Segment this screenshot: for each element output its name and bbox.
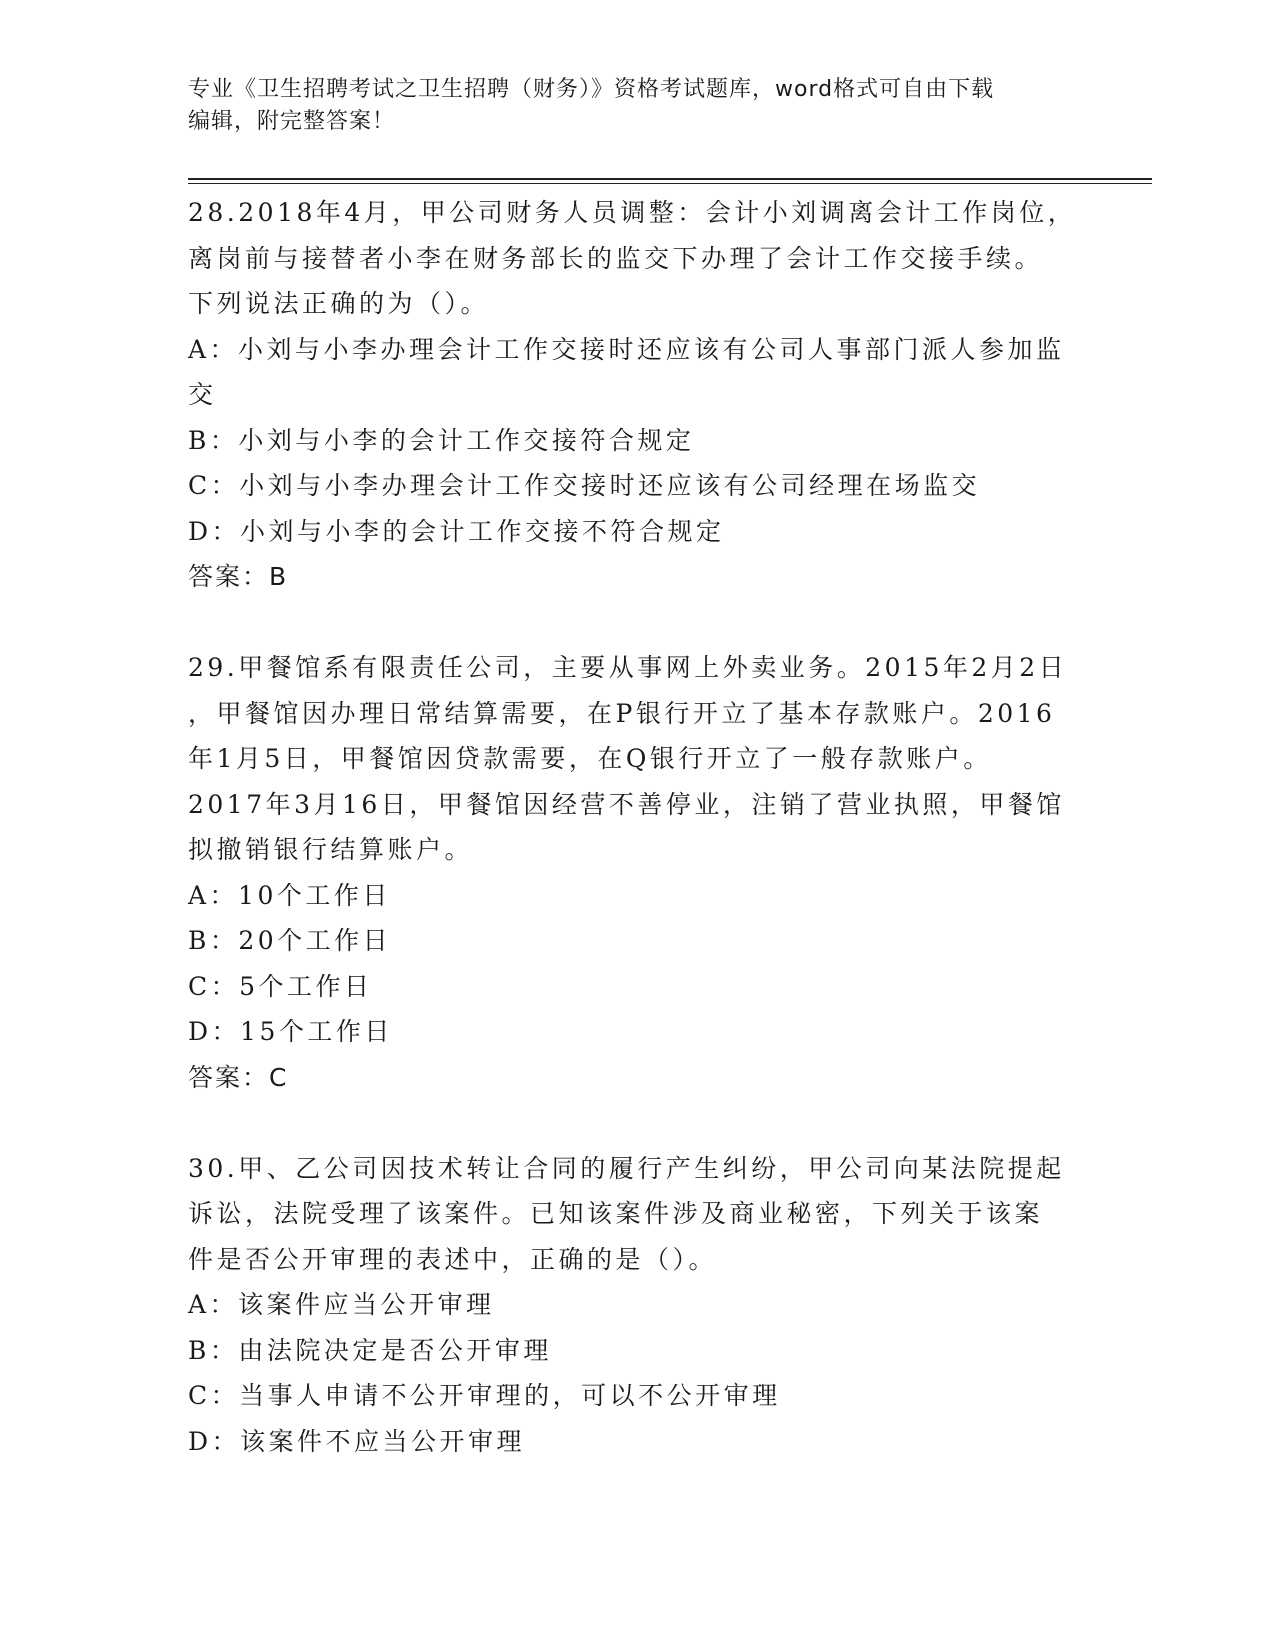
option-b: B：小刘与小李的会计工作交接符合规定 [188,425,695,455]
question-spacer [188,1100,1088,1146]
question-stem-line: 29.甲餐馆系有限责任公司，主要从事网上外卖业务。2015年2月2日 [188,653,1068,682]
option-b: B：由法院决定是否公开审理 [188,1335,552,1365]
header-divider-thick [188,178,1152,180]
question-spacer [188,600,1088,646]
question-stem-line: 年1月5日，甲餐馆因贷款需要，在Q银行开立了一般存款账户。 [188,744,992,773]
option-d: D：该案件不应当公开审理 [188,1426,526,1456]
option-a: A：10个工作日 [188,880,391,910]
question-stem-line: 2017年3月16日，甲餐馆因经营不善停业，注销了营业执照，甲餐馆 [188,789,1065,819]
option-d: D：15个工作日 [188,1017,393,1046]
question-stem-line: 下列说法正确的为（）。 [188,289,490,318]
question-stem-line: 件是否公开审理的表述中，正确的是（）。 [188,1244,718,1274]
option-d: D：小刘与小李的会计工作交接不符合规定 [188,516,725,546]
header-line-1: 专业《卫生招聘考试之卫生招聘（财务）》资格考试题库，word格式可自由下载 [188,77,995,102]
question-stem-line: 28.2018年4月，甲公司财务人员调整：会计小刘调离会计工作岗位， [188,198,1077,227]
option-b: B：20个工作日 [188,926,392,955]
option-a: A：该案件应当公开审理 [188,1290,495,1319]
question-30 [188,1146,1088,1465]
answer-label: 答案：C [188,1062,289,1092]
document-header [188,74,1088,138]
header-line-2: 编辑，附完整答案！ [188,109,396,134]
question-stem-line: ，甲餐馆因办理日常结算需要，在P银行开立了基本存款账户。2016 [188,698,1056,728]
answer-label: 答案：B [188,562,289,591]
option-c: C：小刘与小李办理会计工作交接时还应该有公司经理在场监交 [188,471,981,500]
option-c: C：当事人申请不公开审理的，可以不公开审理 [188,1381,781,1410]
header-divider-thin [188,183,1152,184]
question-stem-line: 离岗前与接替者小李在财务部长的监交下办理了会计工作交接手续。 [188,243,1044,273]
question-stem-line: 30.甲、乙公司因技术转让合同的履行产生纠纷，甲公司向某法院提起 [188,1153,1065,1183]
question-list [188,190,1088,1464]
question-stem-line: 诉讼，法院受理了该案件。已知该案件涉及商业秘密，下列关于该案 [188,1199,1044,1228]
question-28 [188,190,1088,600]
question-29 [188,645,1088,1100]
question-stem-line: 拟撤销银行结算账户。 [188,835,474,864]
option-c: C：5个工作日 [188,971,373,1001]
option-a-continuation: 交 [188,380,217,409]
option-a: A：小刘与小李办理会计工作交接时还应该有公司人事部门派人参加监 [188,334,1065,364]
